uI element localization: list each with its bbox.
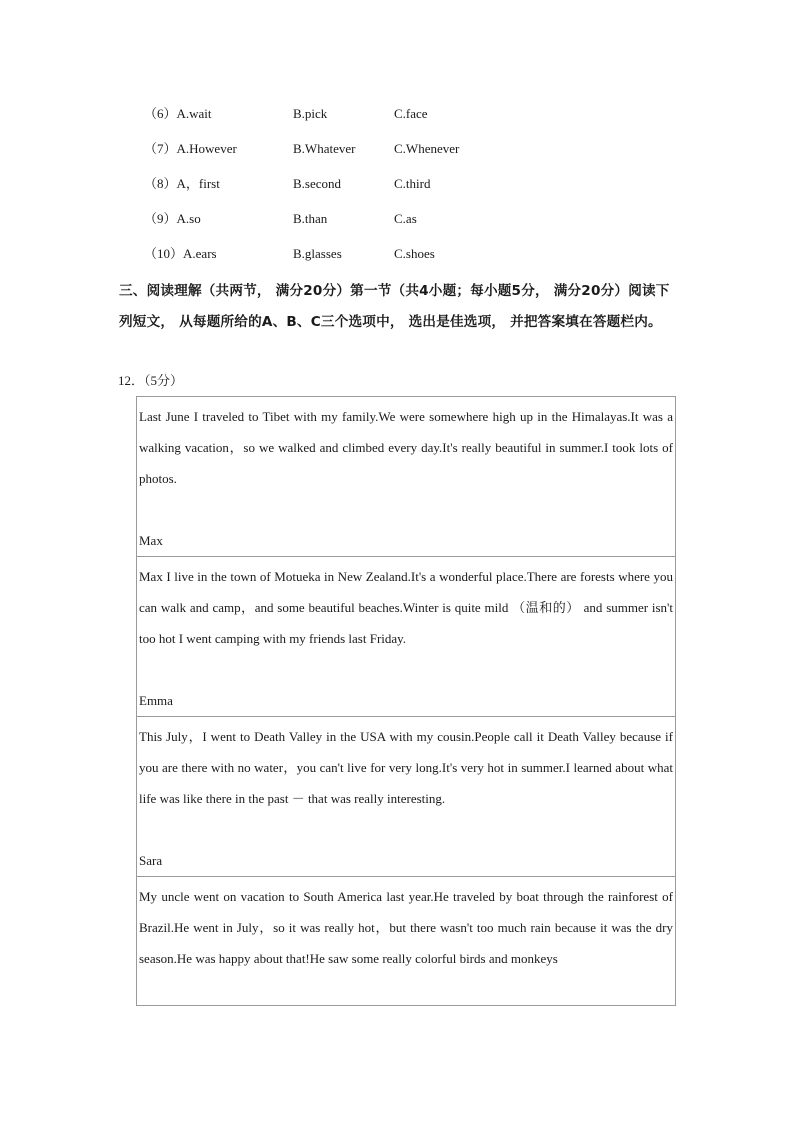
option-b: B.pick — [293, 106, 328, 121]
option-number: （7） — [144, 141, 177, 156]
option-c: C.as — [394, 211, 417, 226]
section-heading: 三、阅读理解（共两节， 满分20分）第一节（共4小题；每小题5分， 满分20分）阅读下列短文， 从每题所给的A、B、C三个选项中， 选出是佳选项， 并把答案填在答题栏内。 — [119, 283, 670, 330]
passage-cell — [137, 877, 675, 1005]
option-c: C.third — [394, 176, 431, 191]
option-a — [144, 174, 220, 194]
passages-table — [136, 396, 676, 1006]
passage-author: Emma — [139, 693, 173, 708]
option-a-text: A，first — [176, 176, 220, 191]
option-a — [144, 209, 201, 229]
passage-text: My uncle went on vacation to South America last year.He traveled by boat through the rainforest of Brazil.He went in July，so it was really hot，but there wasn't too much rain because it was the dry season.He was happy about that!He saw some really colorful birds and monkeys — [139, 889, 673, 966]
question-number: 12．（5分） — [118, 373, 184, 388]
option-c: C.face — [394, 106, 428, 121]
option-a — [144, 139, 237, 159]
passage-text: Last June I traveled to Tibet with my family.We were somewhere high up in the Himalayas.It was a walking vacation，so we walked and climbed every day.It's really beautiful in summer.I took lots of photos. — [139, 409, 673, 486]
passage-author: Sara — [139, 853, 163, 868]
passage-cell — [137, 557, 675, 717]
option-a-text: A.so — [176, 211, 201, 226]
option-a — [144, 104, 212, 124]
option-a — [144, 244, 217, 264]
passage-text: This July，I went to Death Valley in the USA with my cousin.People call it Death Valley because if you are there with no water，you can't live for very long.It's very hot in summer.I learned about what life was like there in the past － that was really interesting. — [139, 729, 673, 806]
option-a-text: A.However — [176, 141, 237, 156]
option-number: （9） — [144, 211, 177, 226]
option-b: B.Whatever — [293, 141, 356, 156]
passage-cell — [137, 717, 675, 877]
option-number: （10） — [144, 246, 184, 261]
option-a-text: A.ears — [183, 246, 217, 261]
passage-text: Max I live in the town of Motueka in New Zealand.It's a wonderful place.There are forests where you can walk and camp，and some beautiful beaches.Winter is quite mild （温和的） and summer isn't too hot I went camping with my friends last Friday. — [139, 569, 673, 646]
option-number: （8） — [144, 176, 177, 191]
passage-cell — [137, 397, 675, 557]
option-number: （6） — [144, 106, 177, 121]
passage-author: Max — [139, 533, 163, 548]
option-c: C.shoes — [394, 246, 435, 261]
option-b: B.glasses — [293, 246, 342, 261]
option-b: B.second — [293, 176, 342, 191]
option-b: B.than — [293, 211, 328, 226]
option-a-text: A.wait — [176, 106, 212, 121]
option-c: C.Whenever — [394, 141, 460, 156]
